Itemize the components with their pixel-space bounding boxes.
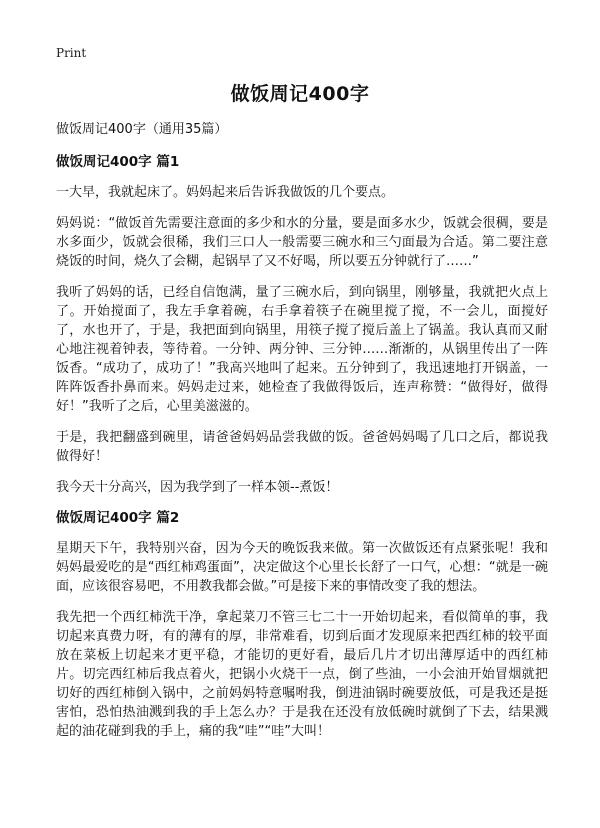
page-title: 做饭周记400字 [230, 83, 370, 105]
paragraph: 一大早，我就起床了。妈妈起来后告诉我做饭的几个要点。 [56, 185, 395, 200]
document-body [56, 121, 548, 753]
document-subtitle: 做饭周记400字（通用35篇） [56, 122, 228, 137]
section-heading: 做饭周记400字 篇2 [56, 510, 180, 526]
paragraph: 星期天下午，我特别兴奋，因为今天的晚饭我来做。第一次做饭还有点紧张呢！我和妈妈最爱吃的是“西红柿鸡蛋面”，决定做这个心里长长舒了一口气，心想：“就是一碗面，应该很容易吧，不用教我都会做。”可是接下来的事情改变了我的想法。 [56, 541, 548, 594]
paragraph: 于是，我把翻盛到碗里，请爸爸妈妈品尝我做的饭。爸爸妈妈喝了几口之后，都说我做得好！ [56, 430, 548, 464]
print-link[interactable]: Print [56, 46, 87, 60]
paragraph: 我今天十分高兴，因为我学到了一样本领--煮饭！ [56, 480, 339, 495]
paragraph: 我先把一个西红柿洗干净，拿起菜刀不管三七二十一开始切起来，看似简单的事，我切起来真费力呀，有的薄有的厚，非常难看，切到后面才发现原来把西红柿的较平面放在菜板上切起来才更平稳，才能切的更好看，最后几片才切出薄厚适中的西红柿片。切完西红柿后我点着火，把锅小火烧干一点，倒了些油，一小会油开始冒烟就把切好的西红柿倒入锅中，之前妈妈特意嘱咐我，倒进油锅时碗要放低，可是我还是挺害怕，恐怕热油溅到我的手上怎么办？于是我在还没有放低碗时就倒了下去，结果溅起的油花碰到我的手上，痛的我“哇”“哇”大叫！ [56, 610, 548, 739]
section-1 [56, 153, 548, 497]
section-2 [56, 509, 548, 741]
paragraph: 妈妈说：“做饭首先需要注意面的多少和水的分量，要是面多水少，饭就会很稠，要是水多面少，饭就会很稀，我们三口人一般需要三碗水和三勺面最为合适。第二要注意烧饭的时间，烧久了会糊，起锅早了又不好喝，所以要五分钟就行了……” [56, 216, 548, 269]
paragraph: 我听了妈妈的话，已经自信饱满，量了三碗水后，到向锅里，刚够量，我就把火点上了。开始搅面了，我左手拿着碗，右手拿着筷子在碗里搅了搅，不一会儿，面搅好了，水也开了，于是，我把面到向锅里，用筷子搅了搅后盖上了锅盖。我认真而又耐心地注视着钟表，等待着。一分钟、两分钟、三分钟……渐渐的，从锅里传出了一阵饭香。“成功了，成功了！”我高兴地叫了起来。五分钟到了，我迅速地打开锅盖，一阵阵饭香扑鼻而来。妈妈走过来，她检查了我做得饭后，连声称赞：“做得好，做得好！”我听了之后，心里美滋滋的。 [56, 285, 548, 414]
section-heading: 做饭周记400字 篇1 [56, 154, 180, 170]
